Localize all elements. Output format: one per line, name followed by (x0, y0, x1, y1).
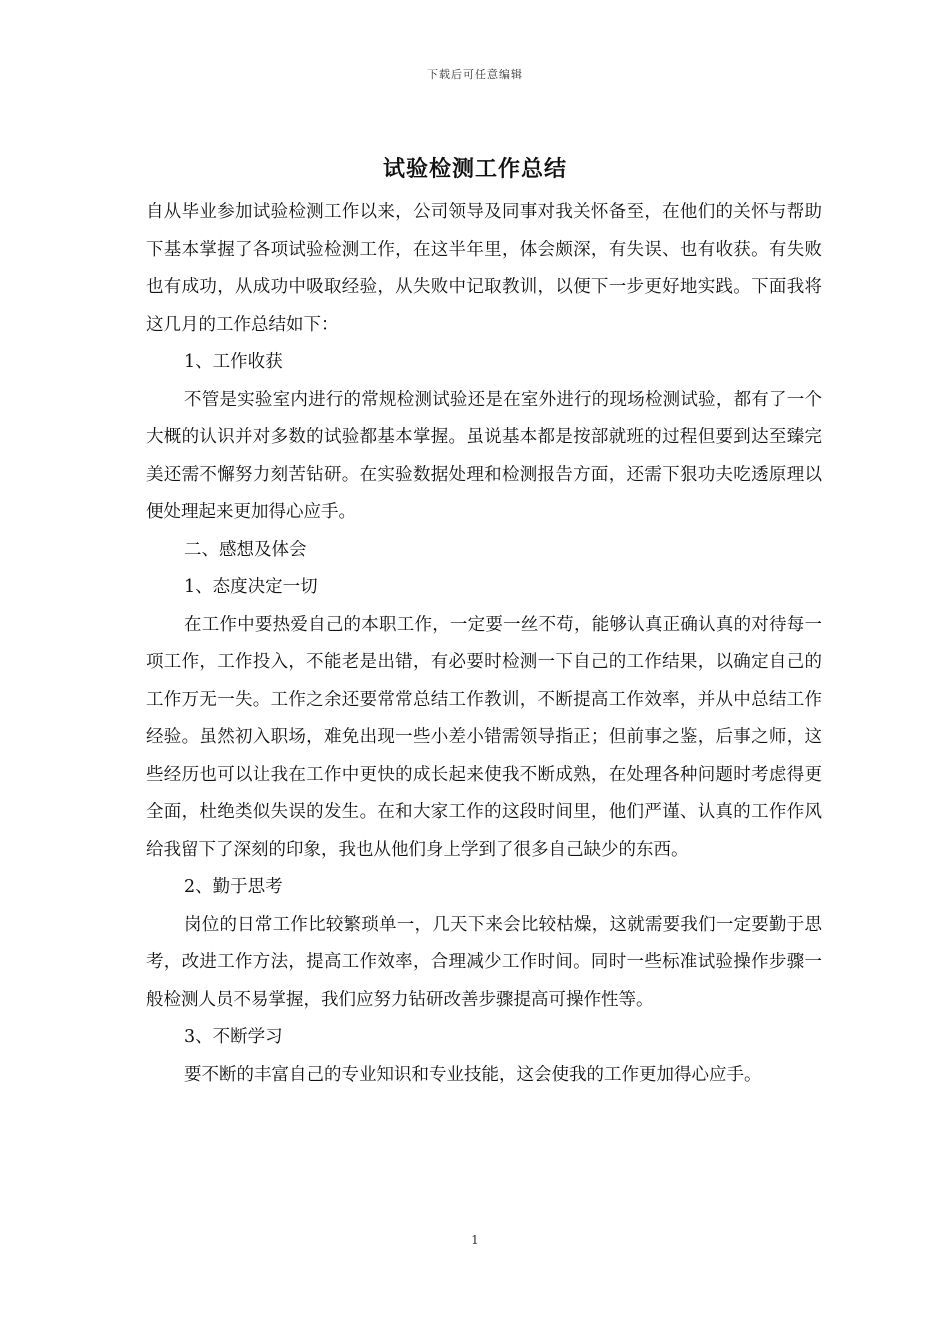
page-header: 下载后可任意编辑 (427, 68, 523, 81)
section-heading-reflections: 二、感想及体会 (184, 539, 307, 560)
subheading-attitude: 1、态度决定一切 (184, 577, 318, 597)
body-paragraph: 在工作中要热爱自己的本职工作，一定要一丝不苟，能够认真正确认真的对待每一项工作，工作投入，不能老是出错，有必要时检测一下自己的工作结果，以确定自己的工作万无一失。工作之余还要常常总结工作教训，不断提高工作效率，并从中总结工作经验。虽然初入职场，难免出现一些小差小错需领导指正；但前事之鉴，后事之师，这些经历也可以让我在工作中更快的成长起来使我不断成熟，在处理各种问题时考虑得更全面，杜绝类似失误的发生。在和大家工作的这段时间里，他们严谨、认真的工作作风给我留下了深刻的印象，我也从他们身上学到了很多自己缺少的东西。 (146, 614, 822, 860)
document-title: 试验检测工作总结 (382, 156, 567, 182)
subheading-thinking: 2、勤于思考 (184, 877, 283, 897)
body-paragraph: 要不断的丰富自己的专业知识和专业技能，这会使我的工作更加得心应手。 (184, 1064, 762, 1085)
subheading-learning: 3、不断学习 (184, 1027, 283, 1047)
body-paragraph: 岗位的日常工作比较繁琐单一，几天下来会比较枯燥，这就需要我们一定要勤于思考，改进工作方法，提高工作效率，合理减少工作时间。同时一些标准试验操作步骤一般检测人员不易掌握，我们应努力钻研改善步骤提高可操作性等。 (146, 914, 822, 1010)
body-paragraph: 不管是实验室内进行的常规检测试验还是在室外进行的现场检测试验，都有了一个大概的认识并对多数的试验都基本掌握。虽说基本都是按部就班的过程但要到达至臻完美还需不懈努力刻苦钻研。在实验数据处理和检测报告方面，还需下狠功夫吃透原理以便处理起来更加得心应手。 (146, 389, 822, 522)
document-body (146, 194, 822, 1094)
page-number: 1 (471, 1233, 479, 1247)
section-heading-work-gains: 1、工作收获 (184, 352, 283, 372)
intro-paragraph: 自从毕业参加试验检测工作以来，公司领导及同事对我关怀备至，在他们的关怀与帮助下基本掌握了各项试验检测工作，在这半年里，体会颇深，有失误、也有收获。有失败也有成功，从成功中吸取经验，从失败中记取教训，以便下一步更好地实践。下面我将这几月的工作总结如下： (146, 202, 822, 335)
